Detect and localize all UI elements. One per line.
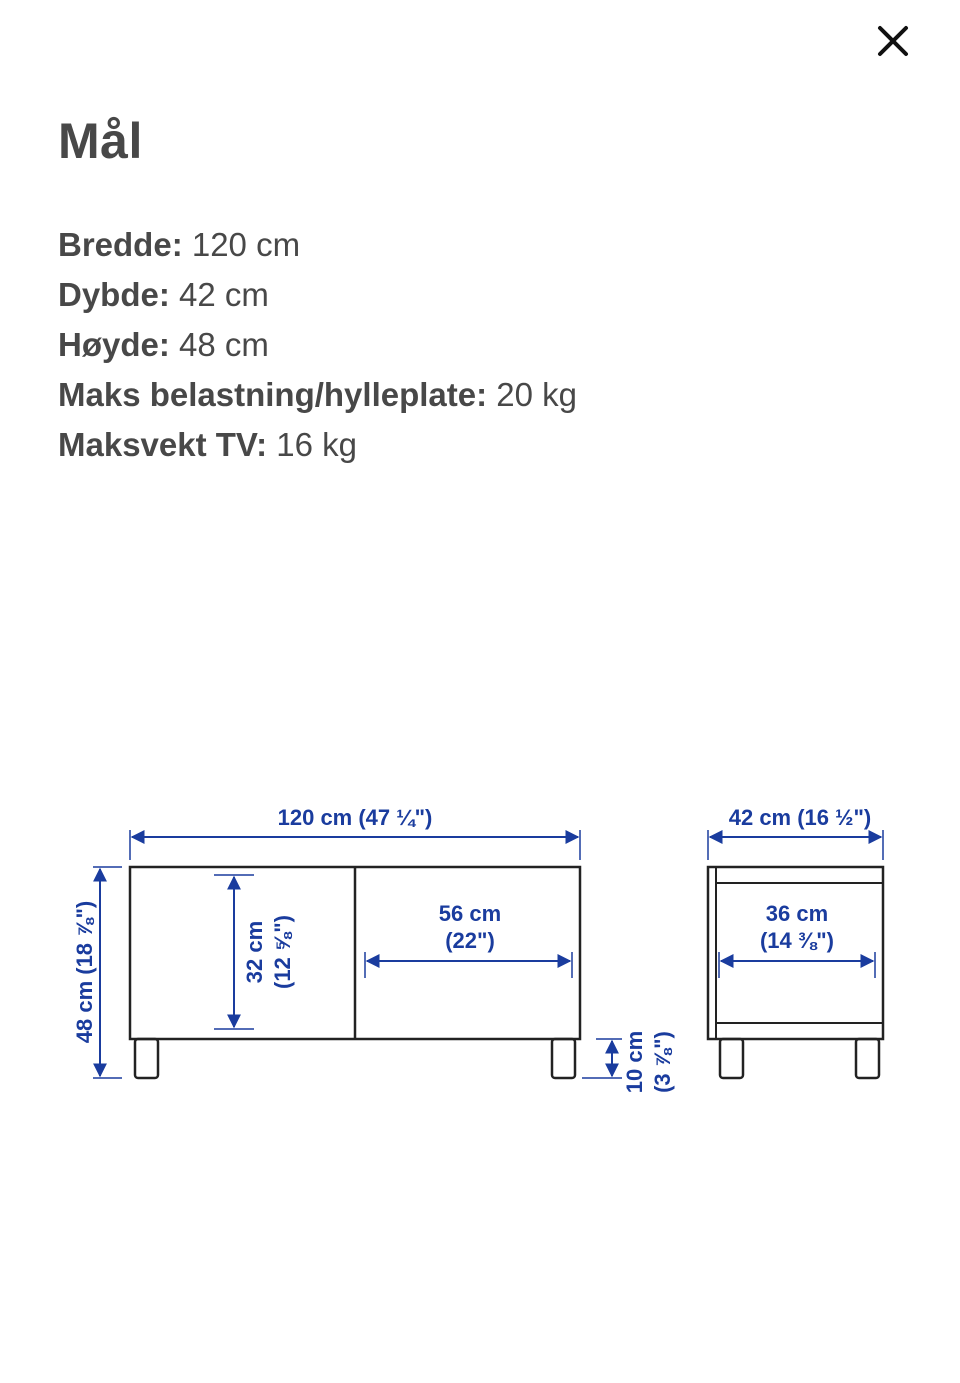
spec-width: Bredde: 120 cm: [58, 226, 301, 263]
leg-right: [552, 1039, 575, 1078]
spec-max-tv-weight: Maksvekt TV: 16 kg: [58, 426, 358, 463]
depth-label: 42 cm (16 ½"): [728, 805, 872, 830]
side-view: [708, 805, 883, 1078]
front-view: [72, 805, 675, 1093]
leg-height-cm-label: 10 cm: [622, 1030, 647, 1094]
width-dimension: [130, 805, 580, 860]
height-dimension: [72, 867, 122, 1078]
height-label: 48 cm (18 ⅞"): [72, 900, 97, 1044]
close-button[interactable]: [872, 20, 914, 62]
close-icon: [875, 23, 911, 59]
page-title: Mål: [58, 113, 143, 169]
leg-left: [135, 1039, 158, 1078]
inner-height-dimension: [214, 875, 295, 1029]
leg-height-dimension: [582, 1031, 675, 1093]
inner-height-cm-label: 32 cm: [242, 920, 267, 984]
spec-depth: Dybde: 42 cm: [58, 276, 269, 313]
spec-height: Høyde: 48 cm: [58, 326, 269, 363]
dimension-specs: [58, 222, 577, 472]
inner-depth-in-label: (14 ⅜"): [759, 928, 835, 953]
inner-width-cm-label: 56 cm: [438, 901, 502, 926]
side-body: [708, 867, 883, 1039]
inner-width-in-label: (22"): [445, 928, 495, 953]
inner-depth-cm-label: 36 cm: [765, 901, 829, 926]
leg-height-in-label: (3 ⅞"): [650, 1031, 675, 1093]
inner-width-dimension: [365, 901, 572, 978]
depth-dimension: [708, 805, 883, 860]
inner-depth-dimension: [719, 901, 875, 978]
side-leg-front: [856, 1039, 879, 1078]
spec-max-shelf-load: Maks belastning/hylleplate: 20 kg: [58, 376, 578, 413]
dimension-diagram: [0, 780, 960, 1120]
inner-height-in-label: (12 ⅝"): [270, 914, 295, 990]
width-label: 120 cm (47 ¼"): [277, 805, 433, 830]
side-leg-back: [720, 1039, 743, 1078]
